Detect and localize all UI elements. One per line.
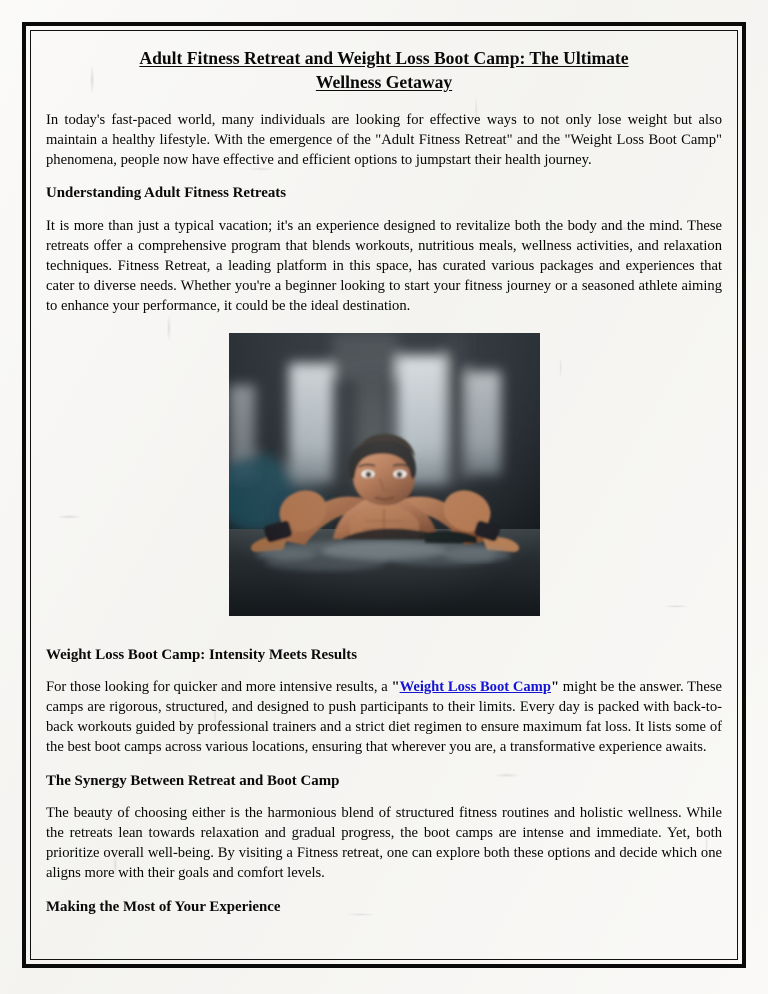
page-title-line-1: Adult Fitness Retreat and Weight Loss Boot Camp: The Ultimate — [139, 48, 629, 68]
open-quote: " — [391, 679, 400, 696]
heading-making-the-most-of-your-experience: Making the Most of Your Experience — [46, 899, 281, 916]
heading-synergy-between-retreat-and-boot-camp: The Synergy Between Retreat and Boot Camp — [46, 773, 340, 790]
weight-loss-boot-camp-link[interactable]: Weight Loss Boot Camp — [399, 679, 551, 696]
page-title — [46, 46, 722, 95]
figure-container — [46, 333, 722, 616]
heading-understanding-adult-fitness-retreats: Understanding Adult Fitness Retreats — [46, 185, 287, 202]
fitness-pushup-photo — [229, 333, 540, 616]
paragraph-boot-camp — [46, 678, 722, 758]
close-quote: " — [550, 679, 560, 696]
paragraph-synergy: The beauty of choosing either is the harmonious blend of structured fitness routines and holistic wellness. While the retreats lean towards relaxation and gradual progress, the boot camps are intense and immediate. Yet, both prioritize overall well-being. By visiting a Fitness retreat, one can explore both these options and decide which one aligns more with their goals and comfort levels. — [46, 805, 722, 882]
document-content — [46, 46, 722, 946]
heading-weight-loss-boot-camp: Weight Loss Boot Camp: Intensity Meets Results — [46, 646, 358, 663]
paragraph-boot-camp-after-link: might be the answer. These camps are rigorous, structured, and designed to push participants to their limits. Every day is packed with back-to-back workouts guided by professional trainers and a strict diet regimen to ensure maximum fat loss. It lists some of the best boot camps across various locations, ensuring that wherever you are, a transformative experience awaits. — [46, 679, 722, 756]
paragraph-retreats: It is more than just a typical vacation; it's an experience designed to revitalize both the body and the mind. These retreats offer a comprehensive program that blends workouts, nutritious meals, wellness activities, and relaxation techniques. Fitness Retreat, a leading platform in this space, has curated various packages and experiences that cater to diverse needs. Whether you're a beginner looking to start your fitness journey or a seasoned athlete aiming to enhance your performance, it could be the ideal destination. — [46, 217, 722, 314]
paragraph-intro: In today's fast-paced world, many individuals are looking for effective ways to not only lose weight but also maintain a healthy lifestyle. With the emergence of the "Adult Fitness Retreat" and the "Weight Loss Boot Camp" phenomena, people now have effective and efficient options to jumpstart their health journey. — [46, 111, 722, 168]
paragraph-boot-camp-before-link: For those looking for quicker and more intensive results, a — [46, 679, 392, 696]
page-title-line-2: Wellness Getaway — [315, 72, 453, 93]
